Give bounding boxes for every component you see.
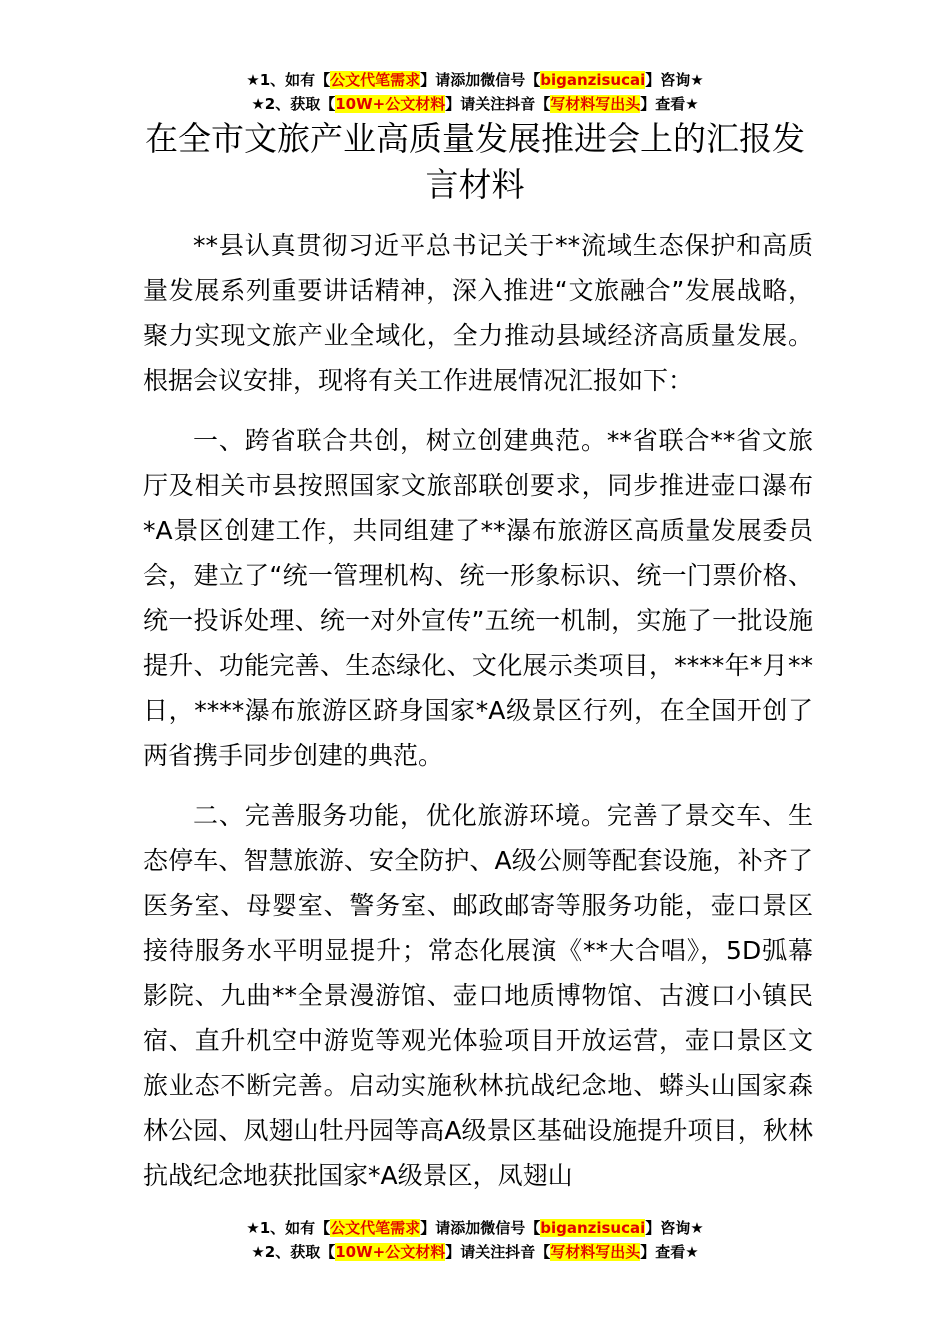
banner-highlight-wechat: biganzisucai xyxy=(540,71,646,89)
banner-line-1: ★1、如有【公文代笔需求】请添加微信号【biganzisucai】咨询★ xyxy=(246,71,704,89)
banner-highlight: 公文代笔需求 xyxy=(330,71,421,89)
banner-highlight: 公文代笔需求 xyxy=(330,1219,421,1237)
promo-banner-bottom xyxy=(0,1216,950,1264)
banner-highlight: 10W+公文材料 xyxy=(335,95,446,113)
paragraph-section-2: 二、完善服务功能，优化旅游环境。完善了景交车、生态停车、智慧旅游、安全防护、A级公厕等配套设施，补齐了医务室、母婴室、警务室、邮政邮寄等服务功能，壶口景区接待服务水平明显提升；常态化展演《**大合唱》，5D弧幕影院、九曲**全景漫游馆、壶口地质博物馆、古渡口小镇民宿、直升机空中游览等观光体验项目开放运营，壶口景区文旅业态不断完善。启动实施秋林抗战纪念地、蟒头山国家森林公园、凤翅山牡丹园等高A级景区基础设施提升项目，秋林抗战纪念地获批国家*A级景区，凤翅山 xyxy=(143,801,813,1190)
paragraph-intro: **县认真贯彻习近平总书记关于**流域生态保护和高质量发展系列重要讲话精神，深入推进“文旅融合”发展战略，聚力实现文旅产业全域化，全力推动县域经济高质量发展。根据会议安排，现将有关工作进展情况汇报如下： xyxy=(143,231,813,395)
document-body xyxy=(143,223,813,1213)
banner-line-1: ★1、如有【公文代笔需求】请添加微信号【biganzisucai】咨询★ xyxy=(246,1219,704,1237)
banner-line-2: ★2、获取【10W+公文材料】请关注抖音【写材料写出头】查看★ xyxy=(251,95,699,113)
banner-highlight-douyin: 写材料写出头 xyxy=(550,95,641,113)
paragraph-section-1: 一、跨省联合共创，树立创建典范。**省联合**省文旅厅及相关市县按照国家文旅部联创要求，同步推进壶口瀑布*A景区创建工作，共同组建了**瀑布旅游区高质量发展委员会，建立了“统一管理机构、统一形象标识、统一门票价格、统一投诉处理、统一对外宣传”五统一机制，实施了一批设施提升、功能完善、生态绿化、文化展示类项目，****年*月**日，****瀑布旅游区跻身国家*A级景区行列，在全国开创了两省携手同步创建的典范。 xyxy=(143,426,813,770)
document-title: 在全市文旅产业高质量发展推进会上的汇报发言材料 xyxy=(145,119,805,204)
banner-line-2: ★2、获取【10W+公文材料】请关注抖音【写材料写出头】查看★ xyxy=(251,1243,699,1261)
banner-highlight: 10W+公文材料 xyxy=(335,1243,446,1261)
banner-highlight-wechat: biganzisucai xyxy=(540,1219,646,1237)
banner-highlight-douyin: 写材料写出头 xyxy=(550,1243,641,1261)
promo-banner-top xyxy=(0,68,950,116)
